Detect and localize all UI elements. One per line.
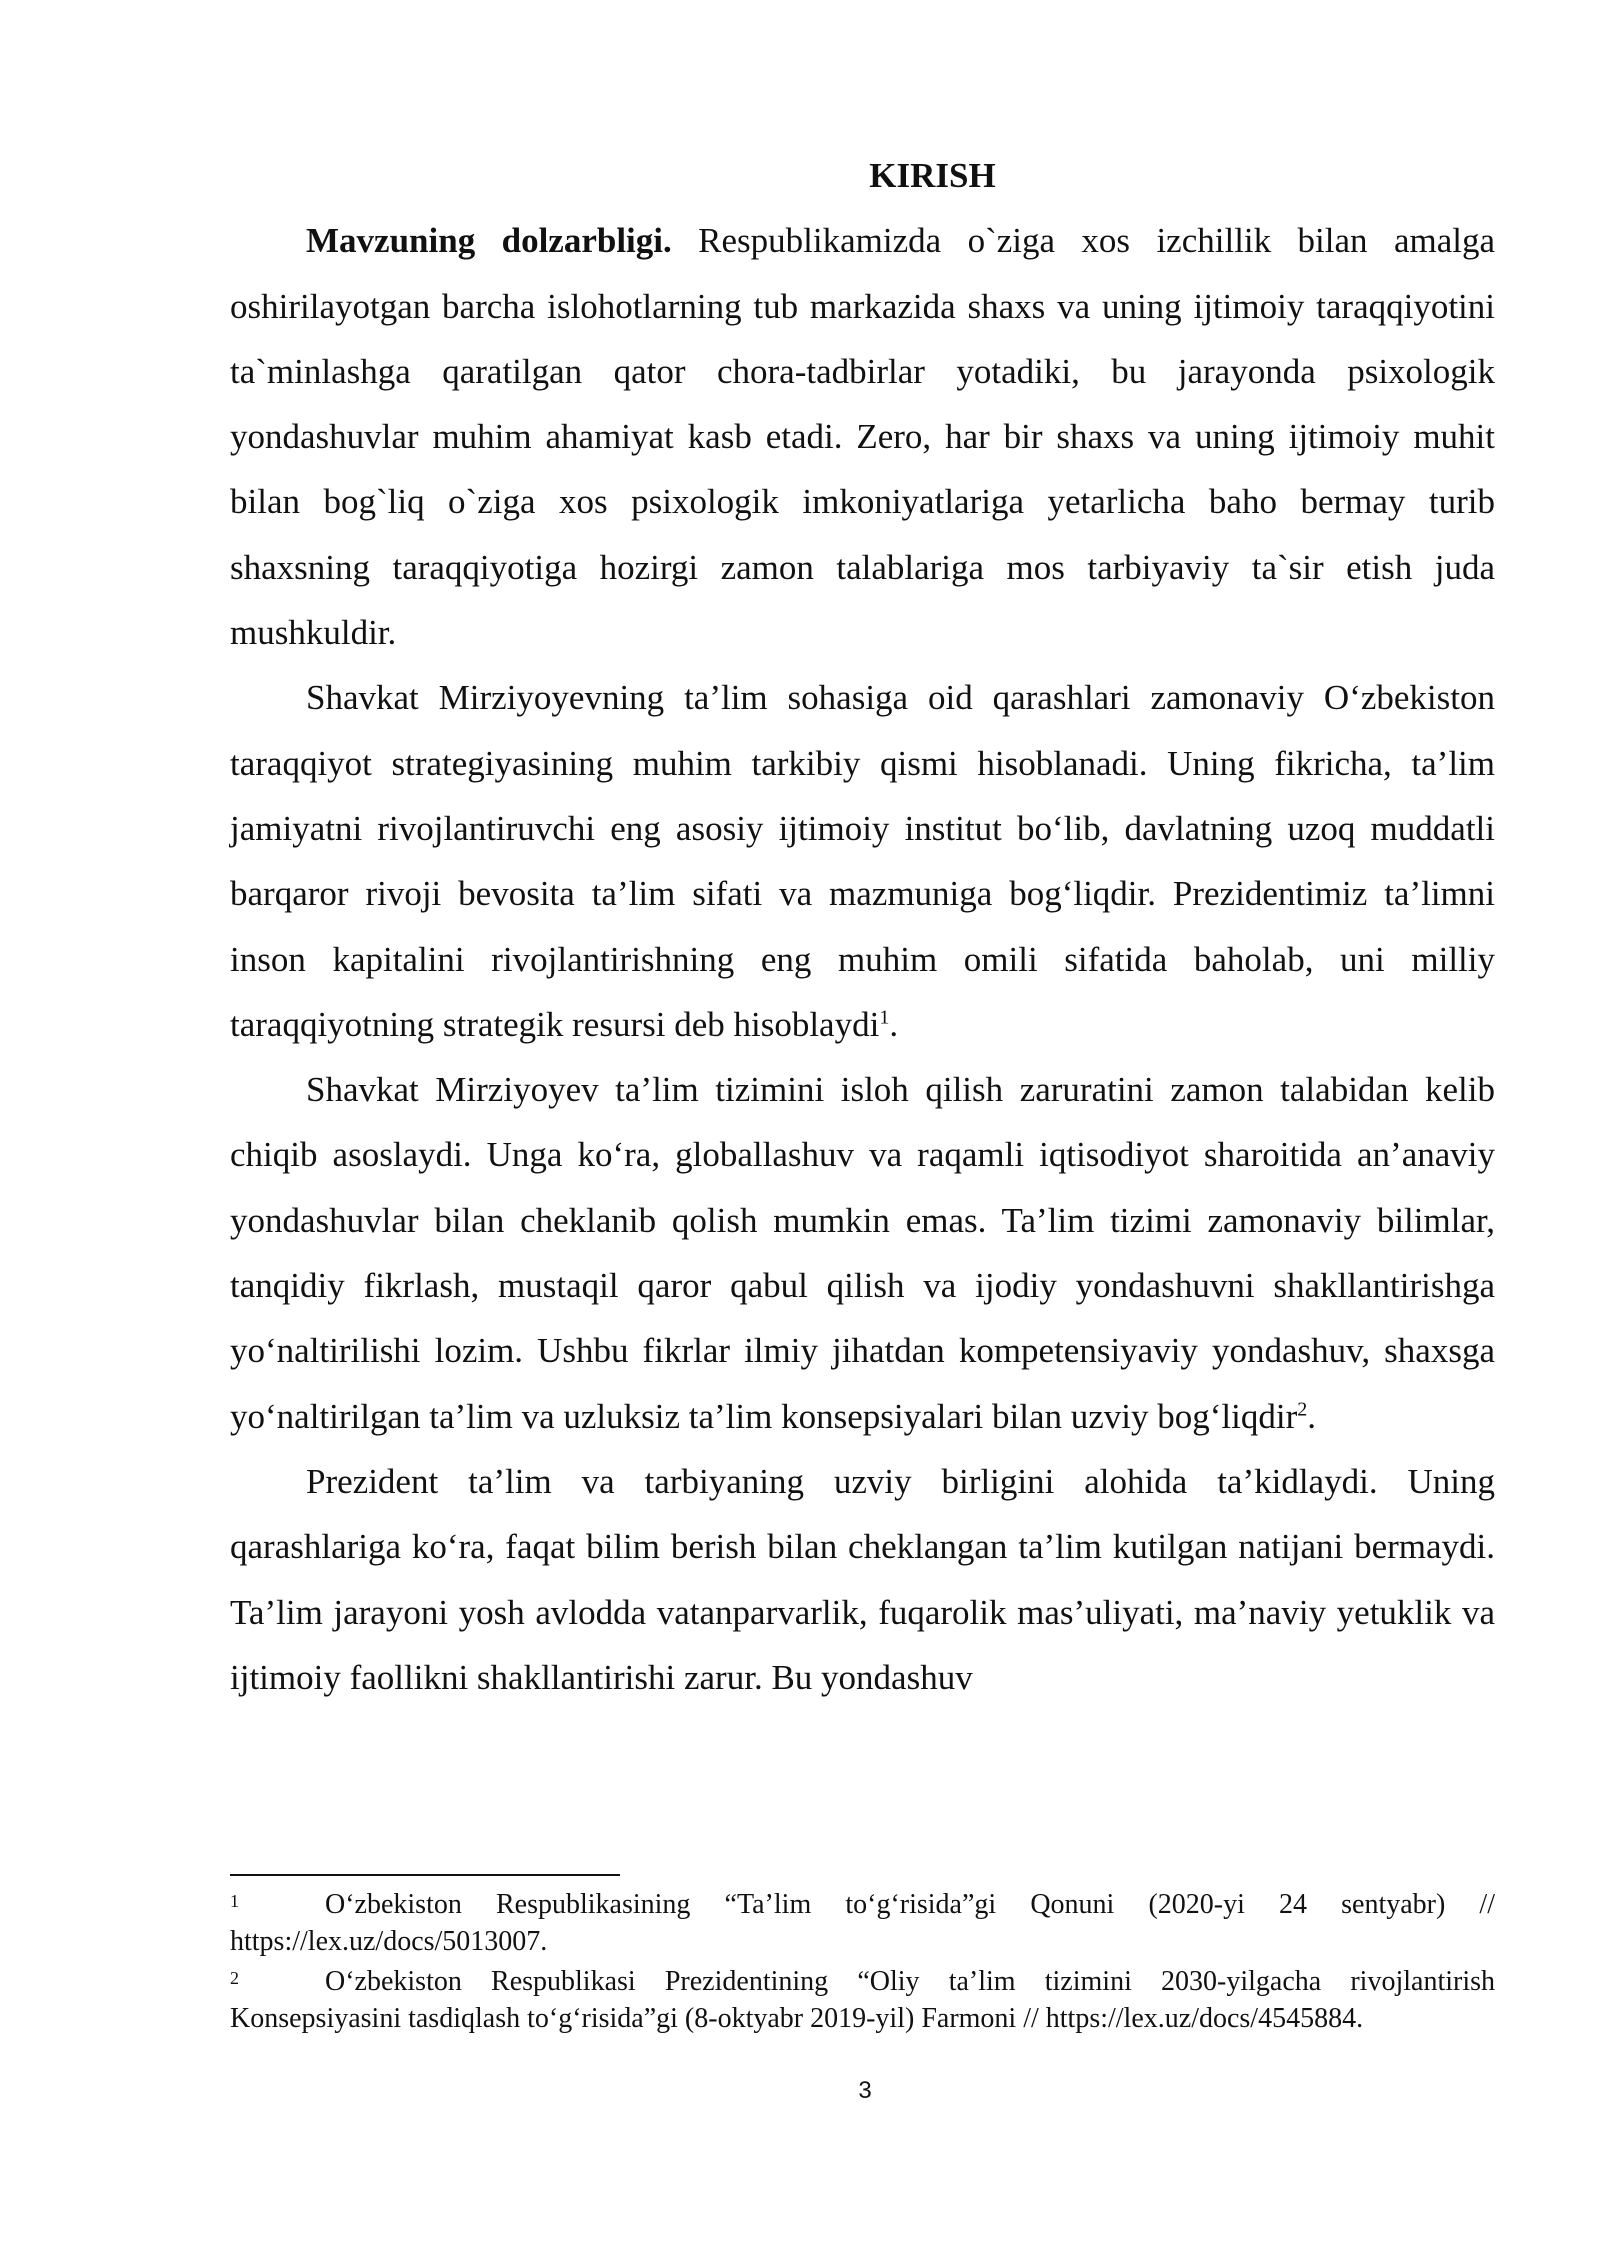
paragraph-text: Shavkat Mirziyoyev ta’lim tizimini isloh qilish zaruratini zamon talabidan kelib chiqib asoslaydi. Unga ko‘ra, globallashuv va raqamli iqtisodiyot sharoitida an’anaviy yondashuvlar bilan cheklanib qolish mumkin emas. Ta’lim tizimi zamonaviy bilimlar, tanqidiy fikrlash, mustaqil qaror qabul qilish va ijodiy yondashuvni shakllantirishga yo‘naltirilishi lozim. Ushbu fikrlar ilmiy jihatdan kompetensiyaviy yondashuv, shaxsga yo‘naltirilgan ta’lim va uzluksiz ta’lim konsepsiyalari bilan uzviy bog‘liqdir — [230, 1070, 1495, 1436]
paragraph-education-reform — [230, 1057, 1495, 1449]
paragraph-text: Shavkat Mirziyoyevning ta’lim sohasiga oid qarashlari zamonaviy O‘zbekiston taraqqiyot strategiyasining muhim tarkibiy qismi hisoblanadi. Uning fikricha, ta’lim jamiyatni rivojlantiruvchi eng asosiy ijtimoiy institut bo‘lib, davlatning uzoq muddatli barqaror rivoji bevosita ta’lim sifati va mazmuniga bog‘liqdir. Prezidentimiz ta’limni inson kapitalini rivojlantirishning eng muhim omili sifatida baholab, uni milliy taraqqiyotning strategik resursi deb hisoblaydi — [230, 678, 1495, 1044]
footnote-reference[interactable]: 1 — [879, 1006, 890, 1029]
paragraph-text: Prezident ta’lim va tarbiyaning uzviy birligini alohida ta’kidlaydi. Uning qarashlariga ko‘ra, faqat bilim berish bilan cheklangan ta’lim kutilgan natijani bermaydi. Ta’lim jarayoni yosh avlodda vatanparvarlik, fuqarolik mas’uliyati, ma’naviy yetuklik va ijtimoiy faollikni shakllantirishi zarur. Bu yondashuv — [230, 1461, 1495, 1697]
footnote-text: O‘zbekiston Respublikasi Prezidentining “Oliy ta’lim tizimini 2030-yilgacha rivojlantirish Konsepsiyasini tasdiqlash to‘g‘risida”gi (8-oktyabr 2019-yil) Farmoni // https://lex.uz/docs/4545884. — [230, 1966, 1495, 2034]
footnote-number: 1 — [230, 1891, 239, 1911]
footnote-text: O‘zbekiston Respublikasining “Ta’lim to‘g‘risida”gi Qonuni (2020-yi 24 sentyabr) // https://lex.uz/docs/5013007. — [230, 1889, 1495, 1957]
footnote-number: 2 — [230, 1968, 239, 1988]
body-text — [230, 143, 1495, 1710]
paragraph-tail: . — [1307, 1396, 1316, 1436]
footnote-separator — [230, 1874, 620, 1876]
footnote-item — [230, 1886, 1495, 1960]
footnote-reference[interactable]: 2 — [1297, 1397, 1308, 1420]
footnotes — [230, 1886, 1495, 2040]
page-title: KIRISH — [869, 156, 996, 195]
paragraph-text: Respublikamizda o`ziga xos izchillik bilan amalga oshirilayotgan barcha islohotlarning tub markazida shaxs va uning ijtimoiy taraqqiyotini ta`minlashga qaratilgan qator chora-tadbirlar yotadiki, bu jarayonda psixologik yondashuvlar muhim ahamiyat kasb etadi. Zero, har bir shaxs va uning ijtimoiy muhit bilan bog`liq o`ziga xos psixologik imkoniyatlariga yetarlicha baho bermay turib shaxsning taraqqiyotiga hozirgi zamon talablariga mos tarbiyaviy ta`sir etish juda mushkuldir. — [230, 221, 1495, 653]
paragraph-tail: . — [889, 1004, 899, 1044]
page-number: 3 — [858, 2077, 872, 2104]
paragraph-mirziyoyev-views — [230, 665, 1495, 1057]
paragraph-lead: Mavzuning dolzarbligi. — [306, 221, 672, 261]
footnote-item — [230, 1963, 1495, 2037]
paragraph-education-upbringing — [230, 1449, 1495, 1710]
paragraph-relevance — [230, 208, 1495, 665]
